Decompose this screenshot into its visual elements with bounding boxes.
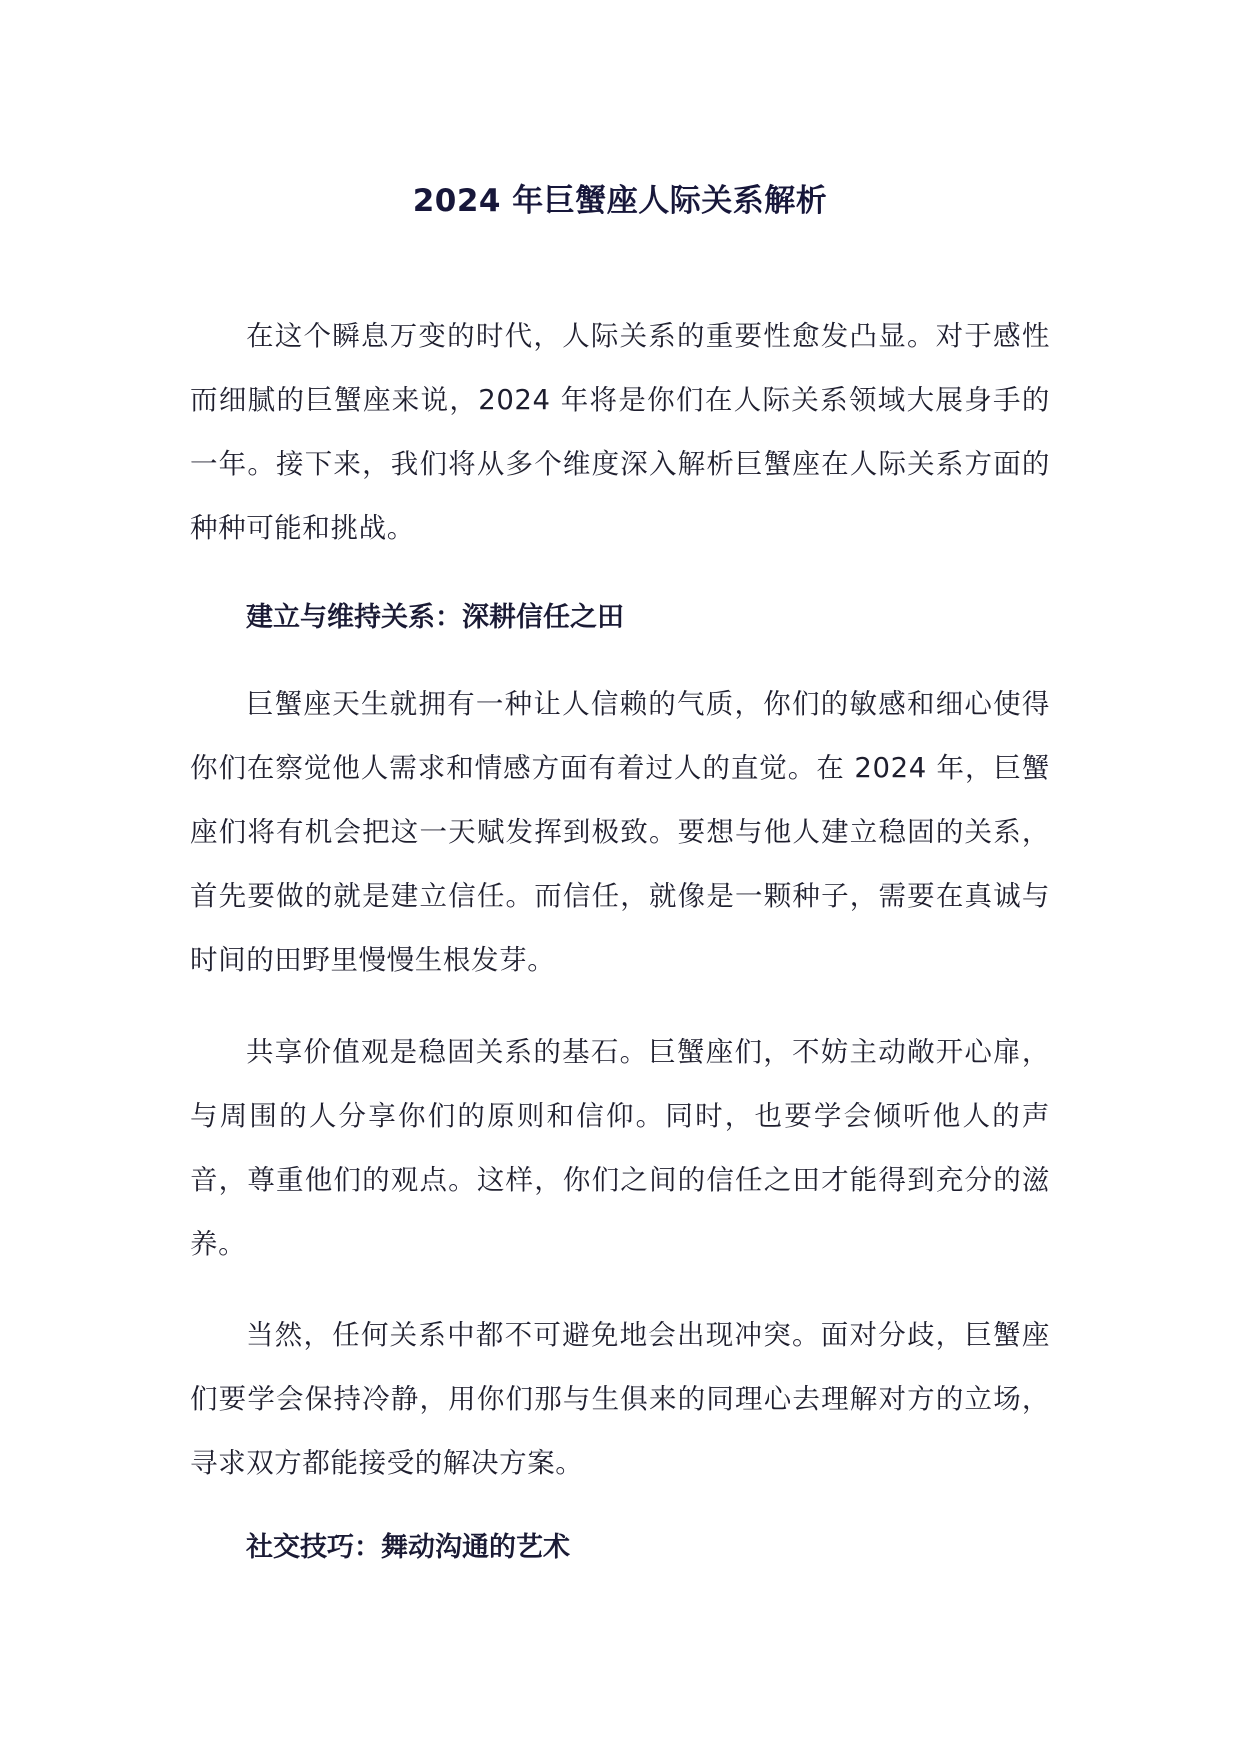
section-heading-trust: 建立与维持关系：深耕信任之田 xyxy=(246,602,624,633)
intro-paragraph: 在这个瞬息万变的时代，人际关系的重要性愈发凸显。对于感性而细腻的巨蟹座来说，2024 年将是你们在人际关系领域大展身手的一年。接下来，我们将从多个维度深入解析巨蟹座在人际关系方面的种种可能和挑战。 xyxy=(190,320,1050,544)
section-paragraph: 巨蟹座天生就拥有一种让人信赖的气质，你们的敏感和细心使得你们在察觉他人需求和情感方面有着过人的直觉。在 2024 年，巨蟹座们将有机会把这一天赋发挥到极致。要想与他人建立稳固的关系，首先要做的就是建立信任。而信任，就像是一颗种子，需要在真诚与时间的田野里慢慢生根发芽。 xyxy=(190,688,1050,976)
section-paragraph: 当然，任何关系中都不可避免地会出现冲突。面对分歧，巨蟹座们要学会保持冷静，用你们那与生俱来的同理心去理解对方的立场，寻求双方都能接受的解决方案。 xyxy=(190,1319,1050,1479)
section-heading-social-skills: 社交技巧：舞动沟通的艺术 xyxy=(246,1532,570,1563)
section-paragraph: 共享价值观是稳固关系的基石。巨蟹座们，不妨主动敞开心扉，与周围的人分享你们的原则和信仰。同时，也要学会倾听他人的声音，尊重他们的观点。这样，你们之间的信任之田才能得到充分的滋养。 xyxy=(190,1036,1050,1260)
page-title: 2024 年巨蟹座人际关系解析 xyxy=(412,182,828,219)
